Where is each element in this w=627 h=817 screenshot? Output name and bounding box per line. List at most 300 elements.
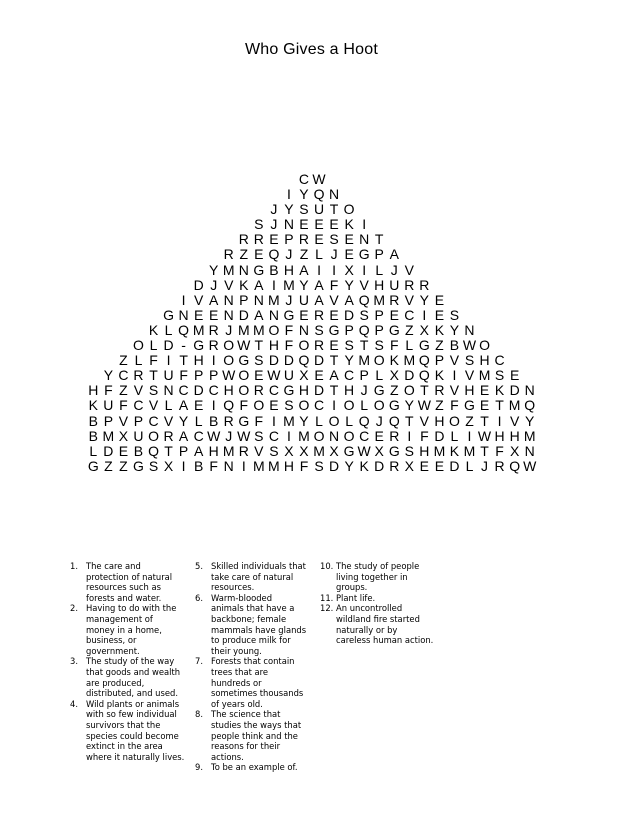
grid-letter[interactable]: L bbox=[405, 337, 414, 354]
grid-letter[interactable]: G bbox=[418, 337, 430, 354]
grid-letter[interactable]: S bbox=[344, 337, 354, 354]
grid-letter[interactable]: I bbox=[332, 397, 337, 414]
grid-letter[interactable]: G bbox=[87, 457, 99, 474]
grid-letter[interactable]: E bbox=[419, 457, 430, 474]
grid-letter[interactable]: V bbox=[224, 276, 234, 293]
grid-letter[interactable]: M bbox=[403, 352, 416, 369]
grid-letter[interactable]: N bbox=[329, 427, 340, 444]
grid-letter[interactable]: O bbox=[373, 397, 385, 414]
grid-letter[interactable]: K bbox=[344, 216, 354, 233]
grid-letter[interactable]: L bbox=[375, 261, 384, 278]
grid-letter[interactable]: W bbox=[462, 337, 477, 354]
grid-letter[interactable]: M bbox=[313, 442, 325, 459]
grid-letter[interactable]: W bbox=[357, 442, 371, 459]
grid-letter[interactable]: E bbox=[254, 246, 264, 263]
grid-letter[interactable]: E bbox=[434, 306, 445, 323]
grid-letter[interactable]: S bbox=[254, 352, 264, 369]
grid-letter[interactable]: F bbox=[495, 442, 504, 459]
grid-letter[interactable]: V bbox=[254, 442, 264, 459]
grid-letter[interactable]: E bbox=[254, 367, 264, 384]
grid-letter[interactable]: K bbox=[434, 321, 445, 338]
grid-letter[interactable]: R bbox=[223, 412, 234, 429]
grid-letter[interactable]: J bbox=[285, 291, 293, 308]
grid-letter[interactable]: B bbox=[88, 412, 98, 429]
grid-letter[interactable]: R bbox=[238, 231, 249, 248]
grid-letter[interactable]: S bbox=[449, 306, 460, 323]
grid-letter[interactable]: I bbox=[422, 306, 427, 323]
grid-letter[interactable]: T bbox=[374, 231, 384, 248]
grid-letter[interactable]: V bbox=[133, 382, 144, 399]
grid-letter[interactable]: Y bbox=[299, 412, 309, 429]
grid-letter[interactable]: G bbox=[388, 397, 400, 414]
grid-letter[interactable]: H bbox=[193, 352, 204, 369]
grid-letter[interactable]: C bbox=[268, 427, 279, 444]
grid-letter[interactable]: J bbox=[210, 276, 218, 293]
grid-letter[interactable]: P bbox=[133, 412, 144, 429]
grid-letter[interactable]: H bbox=[419, 442, 430, 459]
grid-letter[interactable]: V bbox=[329, 291, 339, 308]
grid-letter[interactable]: Y bbox=[103, 367, 114, 384]
grid-letter[interactable]: O bbox=[313, 427, 325, 444]
grid-letter[interactable]: V bbox=[509, 412, 520, 429]
grid-letter[interactable]: S bbox=[464, 352, 475, 369]
grid-letter[interactable]: E bbox=[193, 306, 204, 323]
grid-letter[interactable]: D bbox=[313, 382, 325, 399]
grid-letter[interactable]: C bbox=[133, 397, 144, 414]
grid-letter[interactable]: B bbox=[133, 442, 144, 459]
grid-letter[interactable]: I bbox=[317, 261, 321, 278]
grid-letter[interactable]: T bbox=[359, 337, 369, 354]
grid-letter[interactable]: O bbox=[343, 201, 355, 218]
grid-letter[interactable]: D bbox=[103, 442, 114, 459]
grid-letter[interactable]: Y bbox=[344, 457, 354, 474]
grid-letter[interactable]: L bbox=[465, 457, 474, 474]
grid-letter[interactable]: E bbox=[434, 457, 445, 474]
grid-letter[interactable]: N bbox=[223, 306, 234, 323]
grid-letter[interactable]: S bbox=[148, 457, 159, 474]
grid-letter[interactable]: Q bbox=[358, 412, 370, 429]
grid-letter[interactable]: Z bbox=[119, 352, 128, 369]
grid-letter[interactable]: E bbox=[209, 306, 219, 323]
grid-letter[interactable]: V bbox=[193, 291, 204, 308]
grid-letter[interactable]: O bbox=[223, 352, 235, 369]
grid-letter[interactable]: S bbox=[329, 231, 339, 248]
grid-letter[interactable]: G bbox=[283, 306, 295, 323]
grid-letter[interactable]: T bbox=[329, 382, 339, 399]
grid-letter[interactable]: X bbox=[299, 442, 309, 459]
grid-letter[interactable]: R bbox=[404, 276, 415, 293]
grid-letter[interactable]: F bbox=[119, 397, 128, 414]
grid-letter[interactable]: K bbox=[449, 442, 460, 459]
grid-letter[interactable]: I bbox=[241, 457, 246, 474]
grid-letter[interactable]: O bbox=[343, 427, 355, 444]
grid-letter[interactable]: U bbox=[163, 367, 174, 384]
grid-letter[interactable]: P bbox=[359, 367, 369, 384]
grid-letter[interactable]: M bbox=[463, 442, 476, 459]
grid-letter[interactable]: K bbox=[239, 276, 249, 293]
grid-letter[interactable]: O bbox=[148, 427, 159, 444]
grid-letter[interactable]: E bbox=[329, 216, 339, 233]
grid-letter[interactable]: D bbox=[509, 382, 520, 399]
grid-letter[interactable]: C bbox=[344, 367, 355, 384]
grid-letter[interactable]: U bbox=[103, 397, 114, 414]
grid-letter[interactable]: E bbox=[269, 231, 279, 248]
grid-letter[interactable]: R bbox=[298, 231, 310, 248]
grid-letter[interactable]: M bbox=[253, 321, 265, 338]
grid-letter[interactable]: J bbox=[481, 457, 489, 474]
grid-letter[interactable]: Q bbox=[178, 321, 190, 338]
grid-letter[interactable]: N bbox=[524, 442, 535, 459]
grid-letter[interactable]: G bbox=[328, 321, 340, 338]
grid-letter[interactable]: A bbox=[389, 246, 399, 263]
grid-letter[interactable]: Y bbox=[344, 352, 354, 369]
grid-letter[interactable]: W bbox=[477, 427, 492, 444]
grid-letter[interactable]: H bbox=[464, 382, 475, 399]
grid-letter[interactable]: A bbox=[299, 261, 309, 278]
grid-letter[interactable]: G bbox=[358, 246, 370, 263]
grid-letter[interactable]: N bbox=[298, 321, 310, 338]
grid-letter[interactable]: Q bbox=[358, 291, 370, 308]
grid-letter[interactable]: L bbox=[149, 337, 158, 354]
grid-letter[interactable]: I bbox=[452, 367, 457, 384]
grid-letter[interactable]: C bbox=[298, 171, 310, 187]
grid-letter[interactable]: A bbox=[178, 397, 189, 414]
grid-letter[interactable]: G bbox=[388, 442, 400, 459]
grid-letter[interactable]: W bbox=[237, 337, 251, 354]
grid-letter[interactable]: K bbox=[88, 397, 98, 414]
grid-letter[interactable]: R bbox=[253, 231, 264, 248]
grid-letter[interactable]: Y bbox=[299, 186, 309, 203]
grid-letter[interactable]: G bbox=[373, 382, 385, 399]
grid-letter[interactable]: D bbox=[193, 382, 204, 399]
grid-letter[interactable]: U bbox=[389, 276, 400, 293]
grid-letter[interactable]: E bbox=[389, 306, 399, 323]
grid-letter[interactable]: M bbox=[268, 291, 280, 308]
grid-letter[interactable]: M bbox=[478, 367, 491, 384]
grid-letter[interactable]: N bbox=[464, 321, 475, 338]
grid-letter[interactable]: P bbox=[434, 352, 445, 369]
grid-letter[interactable]: I bbox=[166, 352, 171, 369]
grid-letter[interactable]: G bbox=[133, 457, 144, 474]
grid-letter[interactable]: S bbox=[254, 216, 264, 233]
grid-letter[interactable]: E bbox=[479, 397, 490, 414]
grid-letter[interactable]: A bbox=[314, 276, 324, 293]
grid-letter[interactable]: J bbox=[285, 246, 293, 263]
grid-letter[interactable]: S bbox=[494, 367, 505, 384]
grid-letter[interactable]: Z bbox=[119, 457, 128, 474]
grid-letter[interactable]: P bbox=[284, 231, 294, 248]
grid-letter[interactable]: R bbox=[434, 382, 445, 399]
grid-letter[interactable]: N bbox=[283, 216, 294, 233]
grid-letter[interactable]: M bbox=[192, 321, 205, 338]
grid-letter[interactable]: N bbox=[178, 306, 189, 323]
grid-letter[interactable]: P bbox=[209, 367, 219, 384]
grid-letter[interactable]: M bbox=[268, 457, 280, 474]
grid-letter[interactable]: I bbox=[497, 412, 502, 429]
grid-letter[interactable]: E bbox=[314, 216, 324, 233]
grid-letter[interactable]: V bbox=[404, 261, 414, 278]
grid-letter[interactable]: X bbox=[374, 442, 384, 459]
grid-letter[interactable]: L bbox=[375, 367, 384, 384]
grid-letter[interactable]: L bbox=[450, 427, 459, 444]
grid-letter[interactable]: O bbox=[403, 382, 415, 399]
grid-letter[interactable]: R bbox=[163, 427, 174, 444]
grid-letter[interactable]: E bbox=[329, 337, 339, 354]
grid-letter[interactable]: K bbox=[359, 457, 369, 474]
grid-letter[interactable]: D bbox=[404, 367, 415, 384]
grid-letter[interactable]: S bbox=[374, 337, 384, 354]
grid-letter[interactable]: C bbox=[178, 382, 189, 399]
grid-letter[interactable]: I bbox=[181, 291, 186, 308]
grid-letter[interactable]: R bbox=[238, 442, 249, 459]
grid-letter[interactable]: Y bbox=[404, 397, 414, 414]
grid-letter[interactable]: F bbox=[389, 337, 399, 354]
grid-letter[interactable]: H bbox=[283, 261, 294, 278]
grid-letter[interactable]: T bbox=[329, 201, 339, 218]
grid-letter[interactable]: O bbox=[253, 397, 265, 414]
grid-letter[interactable]: W bbox=[207, 427, 221, 444]
grid-letter[interactable]: C bbox=[148, 412, 159, 429]
grid-letter[interactable]: F bbox=[299, 457, 309, 474]
grid-letter[interactable]: V bbox=[464, 367, 475, 384]
grid-letter[interactable]: F bbox=[179, 367, 188, 384]
grid-letter[interactable]: T bbox=[480, 442, 489, 459]
grid-letter[interactable]: V bbox=[419, 412, 430, 429]
grid-letter[interactable]: I bbox=[362, 261, 367, 278]
grid-letter[interactable]: S bbox=[148, 382, 159, 399]
grid-letter[interactable]: M bbox=[283, 276, 295, 293]
grid-letter[interactable]: H bbox=[208, 442, 219, 459]
grid-letter[interactable]: B bbox=[209, 412, 219, 429]
grid-letter[interactable]: F bbox=[450, 397, 459, 414]
grid-letter[interactable]: H bbox=[434, 412, 445, 429]
grid-letter[interactable]: M bbox=[373, 291, 386, 308]
grid-letter[interactable]: Z bbox=[104, 457, 113, 474]
grid-letter[interactable]: T bbox=[495, 397, 504, 414]
grid-letter[interactable]: E bbox=[509, 367, 520, 384]
grid-letter[interactable]: X bbox=[509, 442, 520, 459]
grid-letter[interactable]: I bbox=[211, 352, 216, 369]
grid-letter[interactable]: I bbox=[286, 427, 291, 444]
grid-letter[interactable]: J bbox=[375, 412, 383, 429]
grid-letter[interactable]: W bbox=[222, 367, 236, 384]
grid-letter[interactable]: E bbox=[299, 216, 309, 233]
grid-letter[interactable]: E bbox=[118, 442, 129, 459]
grid-letter[interactable]: D bbox=[344, 306, 355, 323]
grid-letter[interactable]: S bbox=[299, 201, 309, 218]
grid-letter[interactable]: R bbox=[223, 246, 234, 263]
grid-letter[interactable]: R bbox=[133, 367, 144, 384]
grid-letter[interactable]: K bbox=[389, 352, 399, 369]
grid-letter[interactable]: W bbox=[312, 171, 326, 187]
grid-letter[interactable]: V bbox=[163, 412, 174, 429]
grid-letter[interactable]: H bbox=[283, 457, 294, 474]
grid-letter[interactable]: V bbox=[404, 291, 414, 308]
grid-letter[interactable]: G bbox=[343, 442, 355, 459]
grid-letter[interactable]: Y bbox=[419, 291, 430, 308]
grid-letter[interactable]: P bbox=[374, 321, 384, 338]
grid-letter[interactable]: Y bbox=[344, 276, 354, 293]
grid-letter[interactable]: R bbox=[208, 321, 219, 338]
grid-letter[interactable]: A bbox=[193, 442, 204, 459]
grid-letter[interactable]: N bbox=[253, 291, 264, 308]
grid-letter[interactable]: O bbox=[298, 397, 310, 414]
grid-letter[interactable]: N bbox=[223, 291, 234, 308]
grid-letter[interactable]: B bbox=[269, 261, 279, 278]
grid-letter[interactable]: M bbox=[253, 457, 265, 474]
grid-letter[interactable]: D bbox=[329, 457, 340, 474]
grid-letter[interactable]: F bbox=[254, 412, 264, 429]
grid-letter[interactable]: G bbox=[238, 352, 250, 369]
grid-letter[interactable]: J bbox=[330, 246, 338, 263]
grid-letter[interactable]: V bbox=[148, 397, 159, 414]
grid-letter[interactable]: H bbox=[268, 337, 279, 354]
grid-letter[interactable]: D bbox=[283, 352, 294, 369]
grid-letter[interactable]: Z bbox=[435, 337, 444, 354]
grid-letter[interactable]: E bbox=[269, 397, 279, 414]
grid-letter[interactable]: Z bbox=[389, 382, 399, 399]
grid-letter[interactable]: M bbox=[358, 352, 370, 369]
grid-letter[interactable]: A bbox=[254, 276, 264, 293]
grid-letter[interactable]: O bbox=[268, 321, 280, 338]
grid-letter[interactable]: O bbox=[133, 337, 144, 354]
grid-letter[interactable]: G bbox=[193, 337, 205, 354]
grid-letter[interactable]: I bbox=[271, 276, 276, 293]
grid-letter[interactable]: Y bbox=[525, 412, 535, 429]
grid-letter[interactable]: C bbox=[208, 382, 219, 399]
grid-letter[interactable]: M bbox=[508, 397, 521, 414]
grid-letter[interactable]: G bbox=[464, 397, 475, 414]
grid-letter[interactable]: D bbox=[193, 276, 204, 293]
grid-letter[interactable]: M bbox=[283, 412, 295, 429]
grid-letter[interactable]: V bbox=[449, 352, 460, 369]
grid-letter[interactable]: Q bbox=[418, 367, 430, 384]
grid-letter[interactable]: N bbox=[329, 186, 340, 203]
grid-letter[interactable]: C bbox=[118, 367, 129, 384]
grid-letter[interactable]: M bbox=[222, 261, 235, 278]
grid-letter[interactable]: W bbox=[523, 457, 537, 474]
grid-letter[interactable]: J bbox=[270, 201, 278, 218]
grid-letter[interactable]: S bbox=[254, 427, 264, 444]
grid-letter[interactable]: S bbox=[314, 457, 324, 474]
grid-letter[interactable]: P bbox=[239, 291, 249, 308]
grid-letter[interactable]: D bbox=[449, 457, 460, 474]
grid-letter[interactable]: G bbox=[253, 261, 265, 278]
grid-letter[interactable]: W bbox=[267, 367, 281, 384]
grid-letter[interactable]: I bbox=[407, 427, 412, 444]
grid-letter[interactable]: G bbox=[283, 382, 295, 399]
grid-letter[interactable]: B bbox=[193, 457, 204, 474]
grid-letter[interactable]: E bbox=[479, 382, 490, 399]
grid-letter[interactable]: A bbox=[178, 427, 189, 444]
grid-letter[interactable]: T bbox=[149, 367, 158, 384]
grid-letter[interactable]: X bbox=[329, 442, 339, 459]
grid-letter[interactable]: F bbox=[284, 321, 294, 338]
grid-letter[interactable]: Y bbox=[178, 412, 189, 429]
grid-letter[interactable]: O bbox=[238, 367, 250, 384]
grid-letter[interactable]: R bbox=[419, 276, 430, 293]
grid-letter[interactable]: N bbox=[359, 231, 370, 248]
grid-letter[interactable]: S bbox=[269, 442, 279, 459]
grid-letter[interactable]: G bbox=[238, 412, 250, 429]
grid-letter[interactable]: Q bbox=[298, 352, 310, 369]
grid-letter[interactable]: I bbox=[181, 457, 186, 474]
grid-letter[interactable]: A bbox=[254, 306, 264, 323]
grid-letter[interactable]: N bbox=[238, 261, 249, 278]
grid-letter[interactable]: A bbox=[209, 291, 219, 308]
grid-letter[interactable]: X bbox=[299, 367, 309, 384]
grid-letter[interactable]: Q bbox=[388, 412, 400, 429]
grid-letter[interactable]: L bbox=[315, 412, 323, 429]
grid-letter[interactable]: X bbox=[118, 427, 129, 444]
grid-letter[interactable]: F bbox=[209, 457, 218, 474]
grid-letter[interactable]: Q bbox=[148, 442, 159, 459]
grid-letter[interactable]: F bbox=[149, 352, 158, 369]
grid-letter[interactable]: G bbox=[388, 321, 400, 338]
grid-letter[interactable]: K bbox=[148, 321, 159, 338]
grid-letter[interactable]: R bbox=[253, 382, 264, 399]
grid-letter[interactable]: W bbox=[417, 397, 431, 414]
grid-letter[interactable]: V bbox=[449, 382, 460, 399]
grid-letter[interactable]: L bbox=[360, 397, 369, 414]
grid-letter[interactable]: F bbox=[284, 337, 294, 354]
grid-letter[interactable]: O bbox=[223, 337, 235, 354]
grid-letter[interactable]: T bbox=[179, 352, 188, 369]
grid-letter[interactable]: R bbox=[494, 457, 505, 474]
grid-letter[interactable]: X bbox=[389, 367, 399, 384]
grid-letter[interactable]: R bbox=[389, 291, 400, 308]
grid-letter[interactable]: F bbox=[239, 397, 249, 414]
grid-letter[interactable]: I bbox=[286, 186, 291, 203]
grid-letter[interactable]: C bbox=[494, 352, 505, 369]
grid-letter[interactable]: E bbox=[434, 291, 445, 308]
grid-letter[interactable]: U bbox=[298, 291, 310, 308]
grid-letter[interactable]: E bbox=[314, 231, 324, 248]
grid-letter[interactable]: E bbox=[314, 367, 324, 384]
grid-letter[interactable]: S bbox=[404, 442, 414, 459]
grid-letter[interactable]: H bbox=[479, 352, 490, 369]
grid-letter[interactable]: H bbox=[494, 427, 505, 444]
grid-letter[interactable]: Q bbox=[313, 186, 325, 203]
grid-letter[interactable]: J bbox=[270, 216, 278, 233]
grid-letter[interactable]: X bbox=[419, 321, 430, 338]
grid-letter[interactable]: C bbox=[313, 397, 325, 414]
grid-letter[interactable]: K bbox=[494, 382, 505, 399]
grid-letter[interactable]: Q bbox=[509, 457, 521, 474]
grid-letter[interactable]: C bbox=[359, 427, 370, 444]
grid-letter[interactable]: A bbox=[314, 291, 324, 308]
grid-letter[interactable]: M bbox=[298, 427, 310, 444]
grid-letter[interactable]: Y bbox=[284, 201, 294, 218]
grid-letter[interactable]: Q bbox=[418, 352, 430, 369]
grid-letter[interactable]: Y bbox=[299, 276, 309, 293]
grid-letter[interactable]: O bbox=[238, 382, 250, 399]
grid-letter[interactable]: E bbox=[299, 306, 309, 323]
grid-letter[interactable]: M bbox=[237, 321, 250, 338]
grid-letter[interactable]: O bbox=[373, 352, 385, 369]
grid-letter[interactable]: H bbox=[88, 382, 99, 399]
grid-letter[interactable]: L bbox=[194, 412, 203, 429]
grid-letter[interactable]: Z bbox=[435, 397, 444, 414]
grid-letter[interactable]: J bbox=[390, 261, 398, 278]
grid-letter[interactable]: D bbox=[313, 352, 325, 369]
grid-letter[interactable]: P bbox=[344, 321, 354, 338]
grid-letter[interactable]: H bbox=[374, 276, 385, 293]
grid-letter[interactable]: M bbox=[102, 427, 115, 444]
grid-letter[interactable]: O bbox=[479, 337, 490, 354]
grid-letter[interactable]: D bbox=[268, 352, 279, 369]
grid-letter[interactable]: N bbox=[163, 382, 174, 399]
